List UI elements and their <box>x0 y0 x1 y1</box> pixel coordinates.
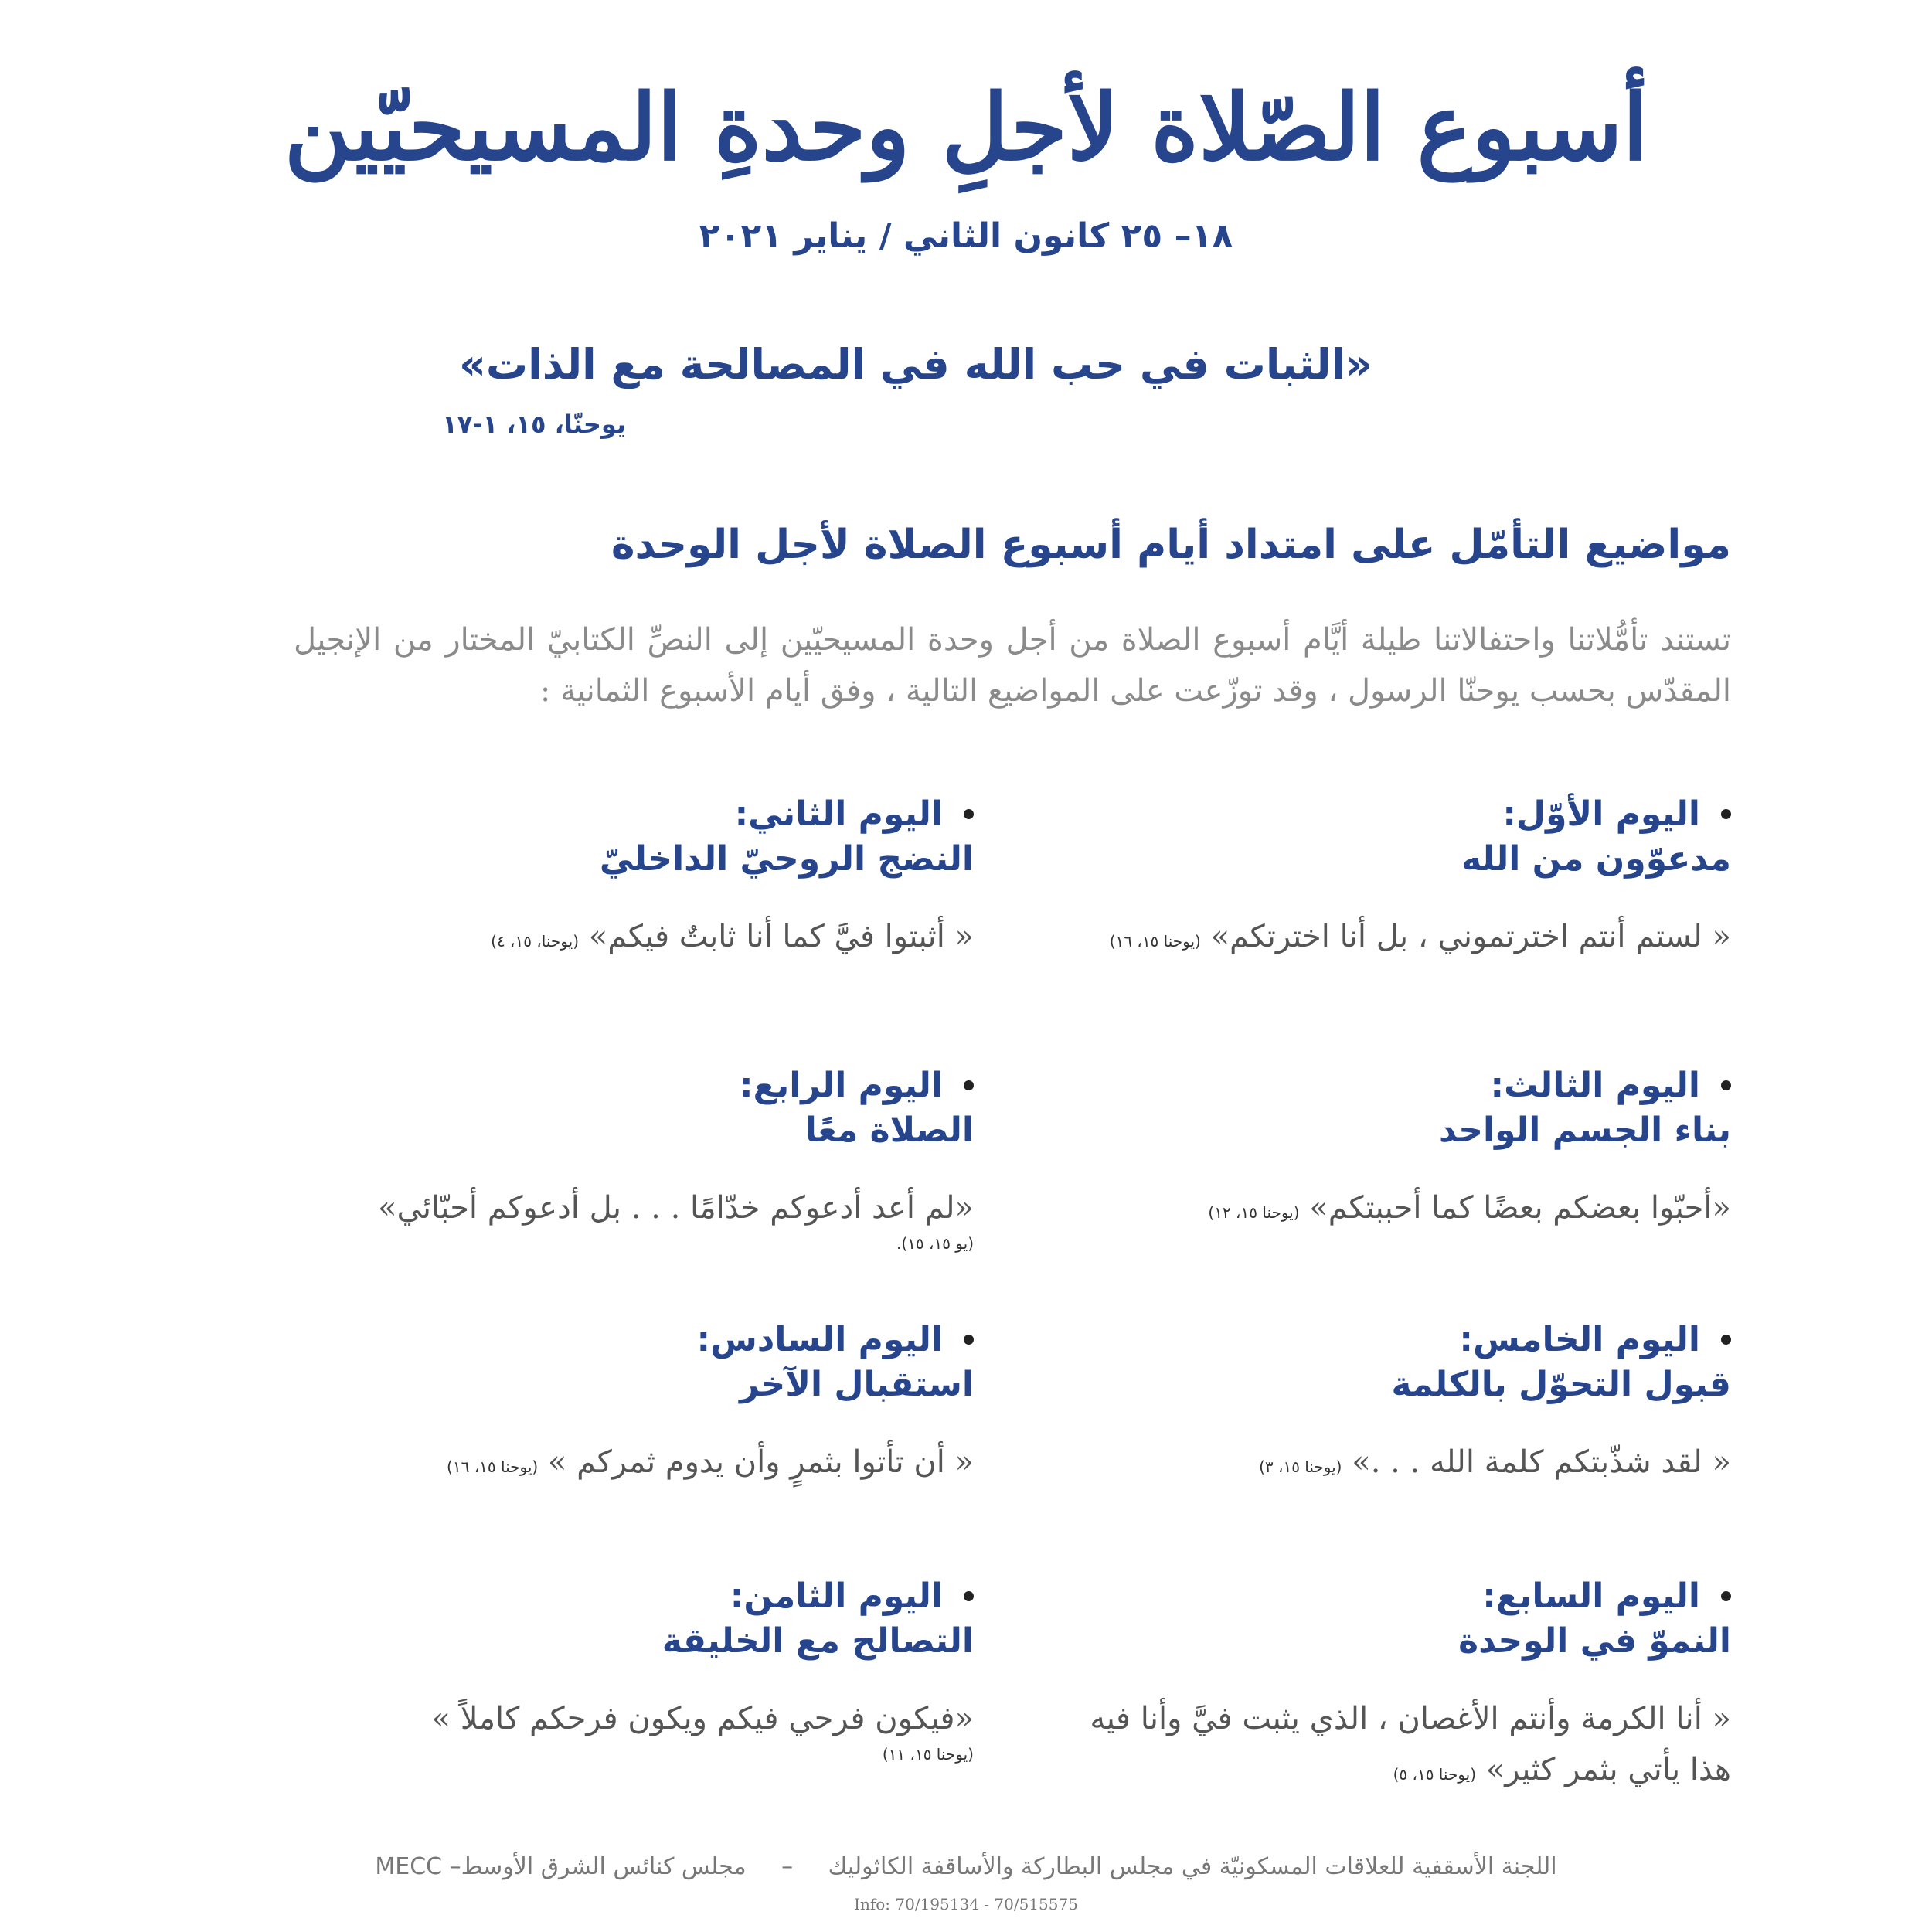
day-5-quote <box>1036 1437 1731 1492</box>
bullet-icon <box>964 1591 974 1601</box>
day-5-label: اليوم الخامس: <box>1459 1320 1700 1359</box>
footer-separator: – <box>781 1853 794 1880</box>
day-6 <box>278 1318 974 1492</box>
theme-title: «الثبات في حب الله في المصالحة مع الذات» <box>459 340 1372 389</box>
day-3 <box>1036 1063 1731 1238</box>
day-1-quote-text: « لستم أنتم اخترتموني ، بل أنا اخترتكم» <box>1210 919 1731 954</box>
day-7-title: النموّ في الوحدة <box>1458 1621 1731 1661</box>
day-3-reference: (يوحنا ١٥، ١٢) <box>1208 1203 1300 1222</box>
day-2-title: النضج الروحيّ الداخليّ <box>599 839 974 879</box>
date-range: ١٨– ٢٥ كانون الثاني / يناير ٢٠٢١ <box>699 216 1233 256</box>
day-2-label: اليوم الثاني: <box>734 794 943 834</box>
day-6-label: اليوم السادس: <box>696 1320 943 1359</box>
day-3-quote <box>1036 1182 1731 1238</box>
bullet-icon <box>964 1080 974 1090</box>
day-8-reference: (يوحنا ١٥، ١١) <box>882 1745 974 1764</box>
day-4-title: الصلاة معًا <box>804 1111 974 1150</box>
bullet-icon <box>1721 1080 1731 1090</box>
day-5-title: قبول التحوّل بالكلمة <box>1391 1365 1731 1404</box>
day-2 <box>278 792 974 967</box>
day-7-quote <box>1066 1693 1731 1800</box>
page-title: أسبوع الصّلاة لأجلِ وحدةِ المسيحيّين <box>284 73 1648 181</box>
day-1-quote <box>1036 911 1731 967</box>
day-6-title: استقبال الآخر <box>740 1365 974 1404</box>
day-7-reference: (يوحنا ١٥، ٥) <box>1393 1765 1477 1784</box>
day-6-quote-text: « أن تأتوا بثمرٍ وأن يدوم ثمركم » <box>547 1444 974 1480</box>
day-7-label: اليوم السابع: <box>1482 1577 1700 1616</box>
day-5-reference: (يوحنا ١٥، ٣) <box>1259 1458 1342 1476</box>
bullet-icon <box>964 1335 974 1345</box>
day-4-quote-text: «لم أعد أدعوكم خدّامًا . . . بل أدعوكم أحبّائي» <box>378 1190 974 1226</box>
day-8-label-row <box>278 1574 974 1619</box>
day-6-quote <box>278 1437 974 1492</box>
day-3-quote-text: «أحبّوا بعضكم بعضًا كما أحببتكم» <box>1309 1190 1731 1226</box>
day-7-quote-text: « أنا الكرمة وأنتم الأغصان ، الذي يثبت فيَّ وأنا فيه هذا يأتي بثمر كثير» <box>1090 1701 1731 1787</box>
day-1-title: مدعوّون من الله <box>1461 839 1731 879</box>
day-1-reference: (يوحنا ١٥، ١٦) <box>1109 932 1201 951</box>
day-4-quote <box>278 1182 974 1253</box>
day-1-label-row <box>1036 792 1731 837</box>
theme-reference: يوحنّا، ١٥، ١-١٧ <box>442 410 626 439</box>
day-4-label-row <box>278 1063 974 1108</box>
day-7-label-row <box>1036 1574 1731 1619</box>
day-4 <box>278 1063 974 1253</box>
day-8-title: التصالح مع الخليقة <box>662 1621 974 1661</box>
day-2-quote <box>278 911 974 967</box>
day-8-quote <box>278 1693 974 1764</box>
bullet-icon <box>1721 1591 1731 1601</box>
day-5 <box>1036 1318 1731 1492</box>
day-2-quote-text: « أثبتوا فيَّ كما أنا ثابتٌ فيكم» <box>588 919 974 954</box>
day-8-quote-text: «فيكون فرحي فيكم ويكون فرحكم كاملاً » <box>431 1701 974 1736</box>
day-8-label: اليوم الثامن: <box>730 1577 943 1616</box>
day-5-label-row <box>1036 1318 1731 1362</box>
day-1 <box>1036 792 1731 967</box>
bullet-icon <box>1721 1335 1731 1345</box>
section-heading: مواضيع التأمّل على امتداد أيام أسبوع الصلاة لأجل الوحدة <box>611 522 1731 568</box>
day-3-label-row <box>1036 1063 1731 1108</box>
footer <box>232 1853 1700 1880</box>
day-1-label: اليوم الأوّل: <box>1502 794 1700 834</box>
day-6-label-row <box>278 1318 974 1362</box>
day-5-quote-text: « لقد شذّبتكم كلمة الله . . .» <box>1352 1444 1731 1480</box>
day-3-label: اليوم الثالث: <box>1490 1066 1700 1105</box>
day-4-reference: (يو ١٥، ١٥). <box>896 1234 974 1253</box>
intro-paragraph: تستند تأمُّلاتنا واحتفالاتنا طيلة أيَّام أسبوع الصلاة من أجل وحدة المسيحيّين إلى النصِّ الكتابيّ المختار من الإنجيل المقدّس بحسب يوحنّا الرسول ، وقد توزّعت على المواضيع التالية ، وفق أيام الأسبوع الثمانية : <box>294 622 1731 709</box>
day-3-title: بناء الجسم الواحد <box>1438 1111 1731 1150</box>
day-2-label-row <box>278 792 974 837</box>
footer-committee: اللجنة الأسقفية للعلاقات المسكونيّة في مجلس البطاركة والأساقفة الكاثوليك <box>828 1853 1557 1880</box>
day-8 <box>278 1574 974 1764</box>
day-7 <box>1036 1574 1731 1800</box>
footer-info: Info: 70/195134 - 70/515575 <box>854 1895 1078 1913</box>
day-2-reference: (يوحنا، ١٥، ٤) <box>491 932 579 951</box>
bullet-icon <box>1721 809 1731 819</box>
footer-council: مجلس كنائس الشرق الأوسط– MECC <box>375 1853 747 1880</box>
day-4-label: اليوم الرابع: <box>740 1066 943 1105</box>
bullet-icon <box>964 809 974 819</box>
day-6-reference: (يوحنا ١٥، ١٦) <box>447 1458 539 1476</box>
